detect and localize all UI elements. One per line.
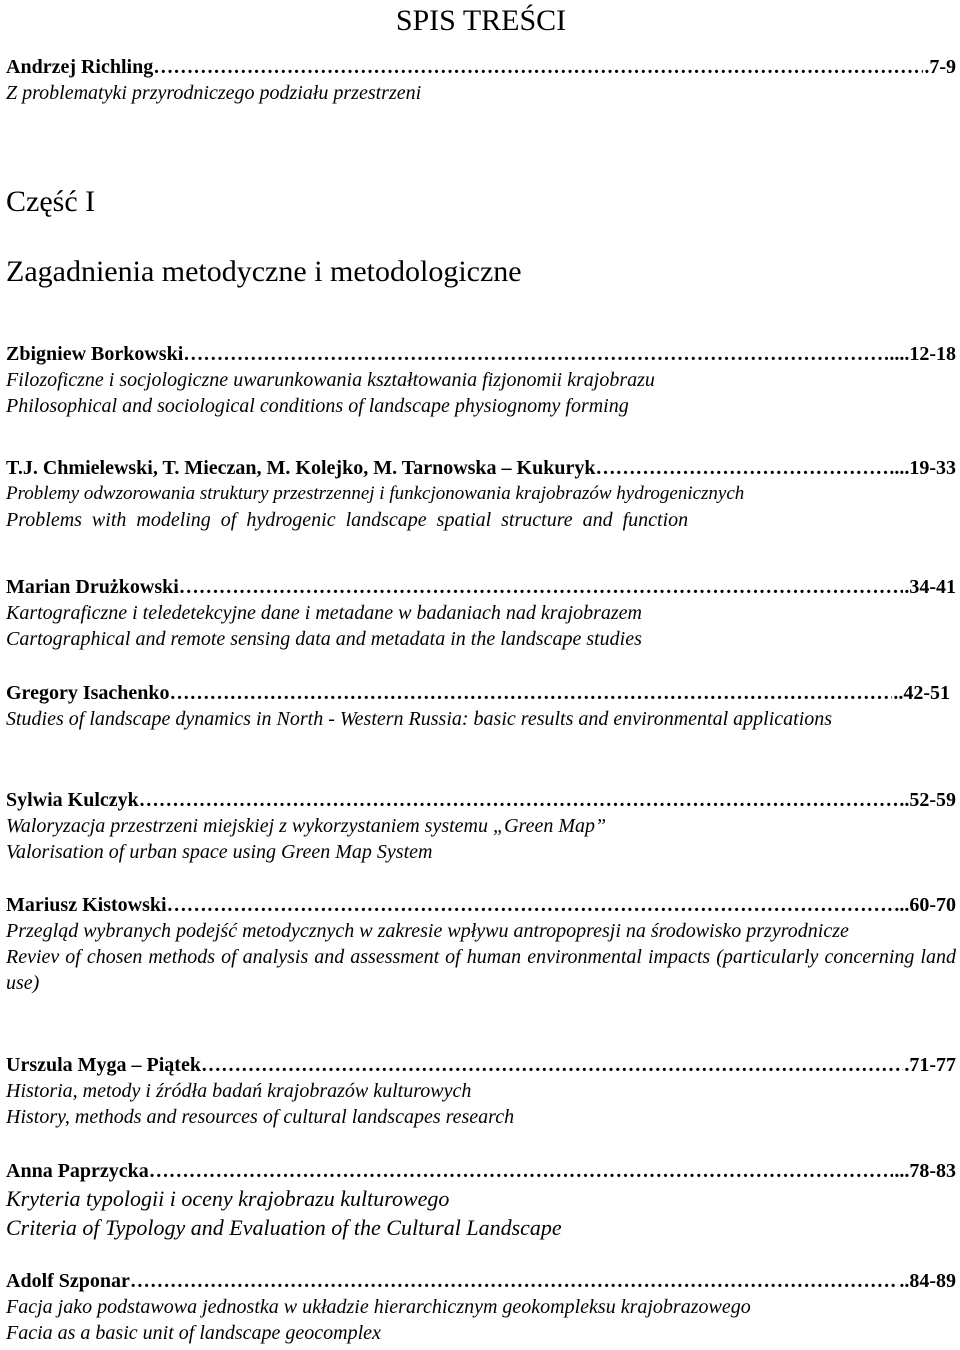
entry-title-en: Problems with modeling of hydrogenic landscape spatial structure and function [6,509,689,531]
toc-entry-heading [6,455,956,481]
entry-title-en: History, methods and resources of cultural landscapes research [6,1106,515,1128]
page-title: SPIS TREŚCI [395,4,567,37]
entry-title-pl: Z problematyki przyrodniczego podziału przestrzeni [6,82,422,104]
entry-title-en: Studies of landscape dynamics in North - Western Russia: basic results and environmental applications [6,708,833,730]
entry-title-pl: Kartograficzne i teledetekcyjne dane i metadane w badaniach nad krajobrazem [6,602,642,624]
dot-leader [179,574,904,600]
entry-title-en: Philosophical and sociological conditions of landscape physiognomy forming [6,395,629,417]
dot-leader [149,1158,894,1184]
entry-title-pl: Problemy odwzorowania struktury przestrzennej i funkcjonowania krajobrazów hydrogenicznych [6,483,745,504]
entry-pages: ....12-18 [889,343,956,365]
toc-entry-heading [6,574,956,600]
entry-pages: ...60-70 [894,894,956,916]
entry-author: Adolf Szponar [6,1270,130,1292]
dot-leader [167,892,894,918]
entry-author: T.J. Chmielewski, T. Mieczan, M. Kolejko, M. Tarnowska – Kukuryk [6,457,596,479]
entry-author: Gregory Isachenko [6,682,170,704]
dot-leader [595,455,888,481]
entry-pages: ...78-83 [894,1160,956,1182]
entry-author: Andrzej Richling [6,56,154,78]
toc-entry [6,341,956,419]
toc-entry [6,455,956,533]
toc-entry-heading [6,1052,956,1078]
entry-title-pl: Przegląd wybranych podejść metodycznych w zakresie wpływu antropopresji na środowisko przyrodnicze [6,920,849,942]
toc-entry-intro [6,54,956,106]
entry-title-en: Reviev of chosen methods of analysis and assessment of human environmental impacts (particularly concerning land use) [6,946,956,994]
entry-title-pl: Kryteria typologii i oceny krajobrazu kulturowego [6,1186,450,1211]
toc-entry-heading [6,1158,956,1184]
entry-title-en: Facia as a basic unit of landscape geocomplex [6,1322,381,1344]
entry-author: Zbigniew Borkowski [6,343,184,365]
part-subtitle: Zagadnienia metodyczne i metodologiczne [6,255,522,288]
entry-author: Anna Paprzycka [6,1160,149,1182]
part-heading: Część I [6,185,96,218]
dot-leader [153,54,923,80]
toc-entry [6,787,956,865]
entry-title-en: Cartographical and remote sensing data and metadata in the landscape studies [6,628,642,650]
dot-leader [201,1052,903,1078]
entry-pages: .7-9 [924,56,956,78]
toc-entry-heading [6,1268,956,1294]
toc-entry-heading [6,680,950,706]
entry-author: Urszula Myga – Piątek [6,1054,201,1076]
entry-pages: ..42-51 [893,682,950,704]
entry-author: Marian Drużkowski [6,576,179,598]
toc-entry [6,892,956,996]
entry-pages: .71-77 [904,1054,956,1076]
toc-entry-heading [6,54,956,80]
entry-title-pl: Facja jako podstawowa jednostka w układzie hierarchicznym geokompleksu krajobrazowego [6,1296,751,1318]
entry-title-pl: Filozoficzne i socjologiczne uwarunkowania kształtowania fizjonomii krajobrazu [6,369,655,391]
entry-pages: ..52-59 [899,789,956,811]
toc-entry [6,1052,956,1130]
entry-title-pl: Historia, metody i źródła badań krajobrazów kulturowych [6,1080,472,1102]
dot-leader [130,1268,898,1294]
toc-entry [6,680,956,732]
toc-entry [6,574,956,652]
toc-entry-heading [6,341,956,367]
entry-title-en: Criteria of Typology and Evaluation of the Cultural Landscape [6,1215,562,1240]
toc-entry [6,1268,956,1346]
entry-pages: ....19-33 [889,457,956,479]
entry-pages: .34-41 [904,576,956,598]
toc-entry [6,1158,956,1242]
dot-leader [170,680,893,706]
entry-title-pl: Waloryzacja przestrzeni miejskiej z wykorzystaniem systemu „Green Map” [6,815,607,837]
dot-leader [139,787,899,813]
entry-author: Mariusz Kistowski [6,894,167,916]
toc-entry-heading [6,892,956,918]
entry-pages: ..84-89 [899,1270,956,1292]
dot-leader [183,341,888,367]
entry-title-en: Valorisation of urban space using Green Map System [6,841,433,863]
entry-author: Sylwia Kulczyk [6,789,139,811]
toc-entry-heading [6,787,956,813]
